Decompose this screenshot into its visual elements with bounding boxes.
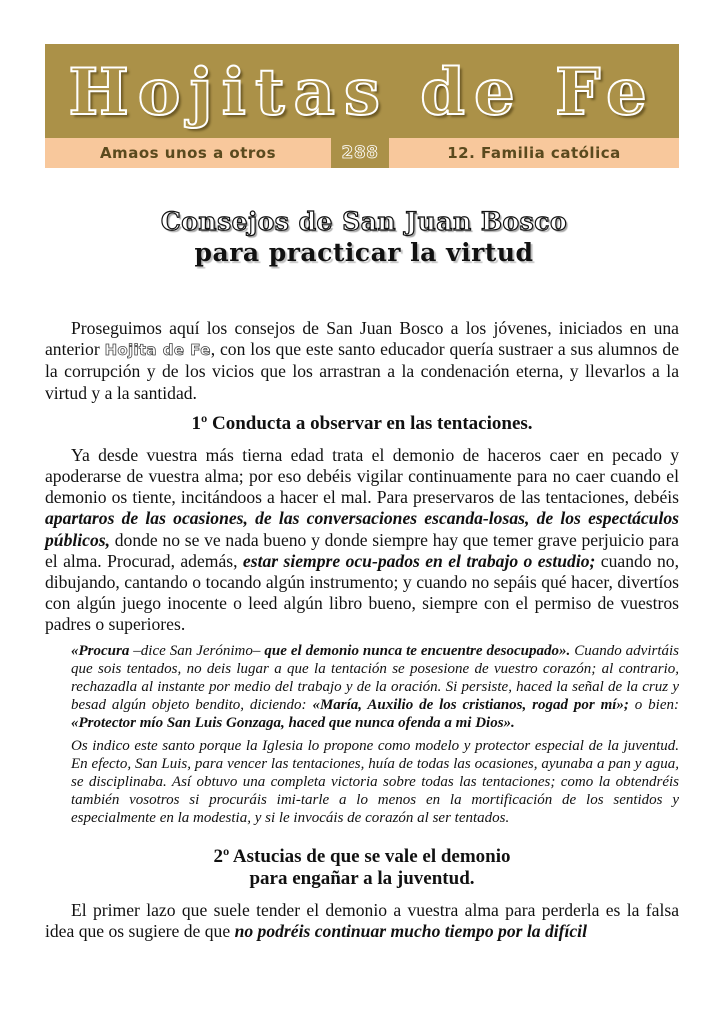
emphasis-run: no podréis continuar mucho tiempo por la difícil: [234, 920, 587, 941]
article-body: [45, 318, 679, 942]
section-2-heading-line-2: para engañar a la juventud.: [249, 867, 475, 889]
brand-name: Hojita de Fe: [104, 341, 211, 360]
masthead-band: [45, 138, 679, 168]
title-line-1: Consejos de San Juan Bosco: [160, 207, 568, 236]
emphasis-run: apartaros de las ocasiones, de las conversaciones escanda-losas, de los espectáculos públicos,: [45, 508, 679, 550]
masthead-banner: [45, 44, 679, 138]
section-2-heading: [45, 846, 679, 890]
section-2-paragraph: [45, 900, 679, 942]
document-title: [44, 206, 684, 268]
emphasis-run: estar siempre ocu-pados en el trabajo o estudio;: [242, 550, 596, 571]
quote-emphasis: que el demonio nunca te encuentre desocupado».: [264, 642, 571, 659]
quote-emphasis: «Protector mío San Luis Gonzaga, haced que nunca ofenda a mi Dios».: [71, 714, 515, 731]
section-2-heading-line-1: 2º Astucias de que se vale el demonio: [213, 845, 511, 867]
text-run: cuando no, dibujando, cantando o tocando algún instrumento; y cuando no sepáis qué hacer, divertíos con algún juego inocente o leed algún libro bueno, siempre con el permiso de vuestros padres o superiores.: [45, 550, 679, 635]
quote-block-1: [71, 642, 679, 732]
series-label: Amaos unos a otros: [99, 144, 277, 162]
quote-text: –dice San Jerónimo–: [129, 642, 265, 659]
masthead-title: Hojitas de Fe: [68, 55, 656, 130]
text-run: donde no se ve nada bueno y donde siempre hay que temer grave perjuicio para el alma. Procurad, además,: [45, 529, 679, 571]
quote-block-2: Os indico este santo porque la Iglesia lo propone como modelo y protector especial de la juventud. En efecto, San Luis, para vencer las tentaciones, huía de todas las ocasiones, ayunaba a pan y agua, se disciplinaba. Así obtuvo una completa victoria sobre todas las tentaciones; como la obtendréis también vosotros si procuráis imi-tarle a lo menos en la mortificación de los sentidos y especialmente en la modestia, y si le invocáis de corazón al ser tentados.: [71, 737, 679, 826]
quote-emphasis: «Procura: [71, 642, 130, 659]
intro-text-cont: , con los que este santo educador quería sustraer a sus alumnos de la corrupción y de los vicios que los arrastran a la condenación eterna, y llevarlos a la virtud y a la santidad.: [45, 339, 679, 403]
topic-label: 12. Familia católica: [447, 144, 621, 162]
text-run: Ya desde vuestra más tierna edad trata el demonio de haceros caer en pecado y apoderarse de vuestra alma; por eso debéis vigilar continuamente para no caer cuando el demonio os tiente, incitándoos a hacer el mal. Para preservaros de las tentaciones, debéis: [45, 444, 679, 508]
title-line-2: para practicar la virtud: [194, 238, 534, 267]
section-1-paragraph: [45, 445, 679, 636]
quote-emphasis: «María, Auxilio de los cristianos, rogad por mí»;: [312, 696, 629, 713]
quote-text: Cuando advirtáis que sois tentados, no deis lugar a que la tentación se posesione de vuestro corazón; al contrario, rechazadla al instante por medio del trabajo y de la oración. Si persiste, haced la señal de la cruz y besad algún objeto bendito, diciendo:: [71, 642, 680, 713]
quote-text: o bien:: [628, 696, 679, 713]
intro-paragraph: [45, 318, 679, 404]
section-1-heading: 1º Conducta a observar en las tentaciones.: [191, 412, 533, 434]
text-run: El primer lazo que suele tender el demonio a vuestra alma para perderla es la falsa idea que os sugiere de que: [45, 899, 679, 941]
issue-number: 288: [331, 138, 389, 168]
masthead: [45, 44, 679, 168]
intro-text: Proseguimos aquí los consejos de San Juan Bosco a los jóvenes, iniciados en una anterior: [45, 318, 679, 360]
